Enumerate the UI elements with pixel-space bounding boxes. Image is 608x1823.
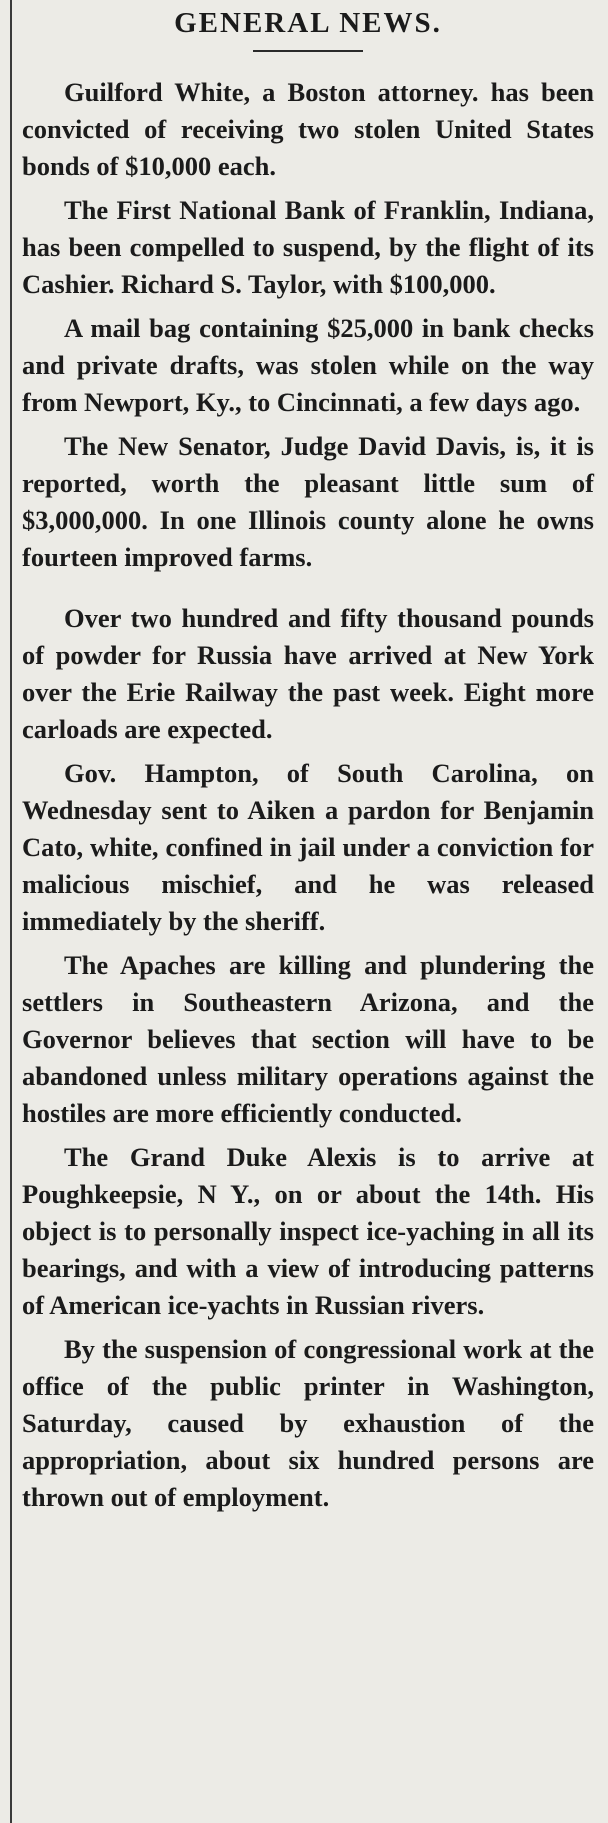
news-item-duke-alexis: The Grand Duke Alexis is to arrive at Poughkeepsie, N Y., on or about the 14th. His object is to personally inspect ice-yaching in all its bearings, and with a view of introducing patterns of American ice-yachts in Russian rivers.	[22, 1142, 594, 1320]
news-item-mail-bag: A mail bag containing $25,000 in bank checks and private drafts, was stolen while on the way from Newport, Ky., to Cincinnati, a few days ago.	[22, 313, 594, 417]
news-column	[22, 0, 594, 1523]
heading-divider	[253, 50, 363, 52]
news-item-apaches: The Apaches are killing and plundering the settlers in Southeastern Arizona, and the Governor believes that section will have to be abandoned unless military operations against the hostiles are more efficiently conducted.	[22, 950, 594, 1128]
news-item-powder-russia: Over two hundred and fifty thousand pounds of powder for Russia have arrived at New York over the Erie Railway the past week. Eight more carloads are expected.	[22, 603, 594, 744]
news-item-hampton-pardon: Gov. Hampton, of South Carolina, on Wednesday sent to Aiken a pardon for Benjamin Cato, white, confined in jail under a conviction for malicious mischief, and he was released immediately by the sheriff.	[22, 758, 594, 936]
column-rule	[10, 0, 12, 1823]
news-item-senator-davis: The New Senator, Judge David Davis, is, it is reported, worth the pleasant little sum of $3,000,000. In one Illinois county alone he owns fourteen improved farms.	[22, 431, 594, 572]
news-item-franklin-bank: The First National Bank of Franklin, Indiana, has been compelled to suspend, by the flight of its Cashier. Richard S. Taylor, with $100,000.	[22, 195, 594, 299]
news-item-public-printer: By the suspension of congressional work at the office of the public printer in Washington, Saturday, caused by exhaustion of the appropriation, about six hundred persons are thrown out of employment.	[22, 1334, 594, 1512]
news-item-white-bonds: Guilford White, a Boston attorney. has been convicted of receiving two stolen United States bonds of $10,000 each.	[22, 77, 594, 181]
section-heading: GENERAL NEWS.	[174, 7, 442, 39]
